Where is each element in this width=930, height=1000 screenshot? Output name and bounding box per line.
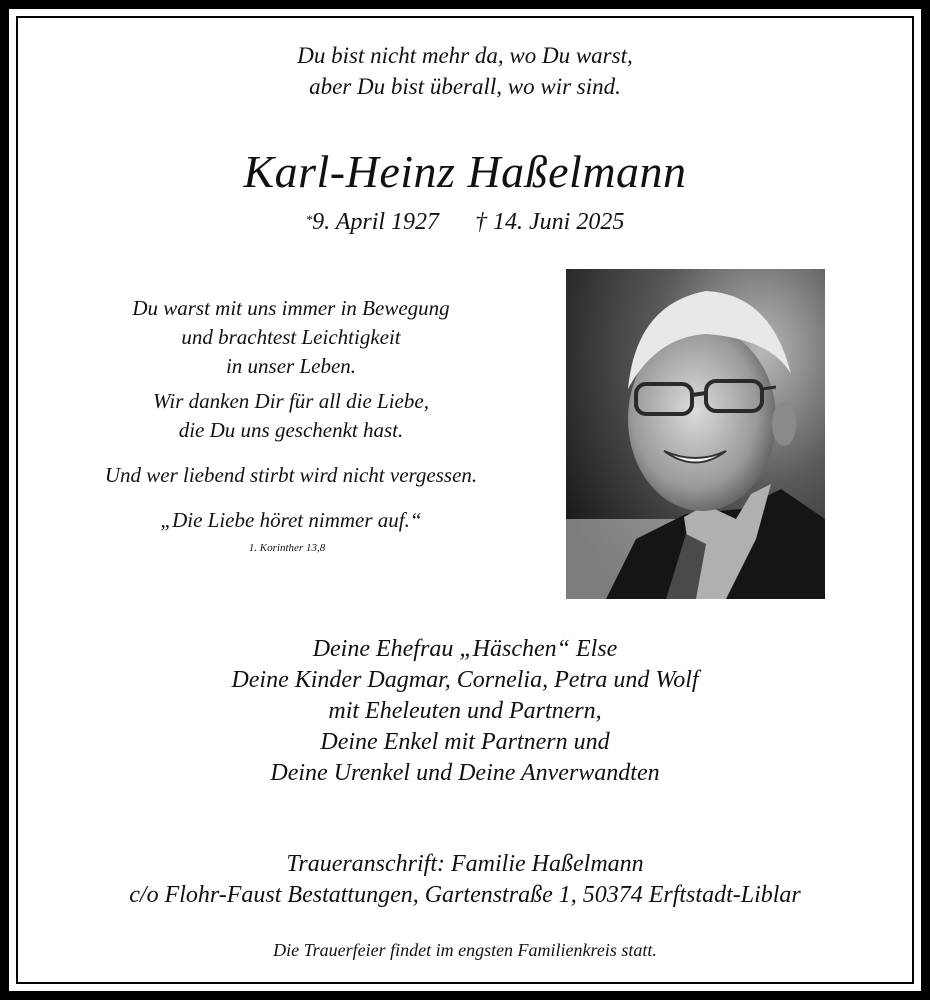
funeral-note: Die Trauerfeier findet im engsten Familienkreis statt. — [273, 940, 657, 960]
poem-line: Wir danken Dir für all die Liebe, — [153, 389, 429, 413]
mourner-line: Deine Ehefrau „Häschen“ Else — [312, 636, 618, 662]
mourner-line: Deine Enkel mit Partnern und — [320, 729, 610, 755]
poem-stanza-2 — [56, 387, 526, 445]
deceased-name: Karl-Heinz Haßelmann — [243, 146, 687, 197]
mourners-list — [0, 634, 930, 789]
poem-line: die Du uns geschenkt hast. — [178, 418, 404, 442]
motto — [0, 40, 930, 102]
motto-line-2: aber Du bist überall, wo wir sind. — [309, 74, 621, 99]
address-line-1: Traueranschrift: Familie Haßelmann — [286, 851, 644, 877]
mourner-line: mit Eheleuten und Partnern, — [328, 698, 602, 724]
poem-line: in unser Leben. — [225, 354, 357, 378]
address-line-2: c/o Flohr-Faust Bestattungen, Gartenstraße 1, 50374 Erftstadt-Liblar — [129, 882, 801, 908]
mourner-line: Deine Kinder Dagmar, Cornelia, Petra und Wolf — [231, 667, 699, 693]
poem-stanza-3: Und wer liebend stirbt wird nicht vergessen. — [104, 463, 478, 487]
poem-stanza-1 — [56, 294, 526, 381]
poem-quote: „Die Liebe höret nimmer auf.“ — [160, 508, 422, 532]
poem-line: und brachtest Leichtigkeit — [181, 325, 401, 349]
quote-source-text: 1. Korinther 13,8 — [248, 542, 326, 554]
life-dates — [0, 206, 930, 238]
birth-mark: * — [305, 212, 313, 227]
death-date: † 14. Juni 2025 — [475, 209, 625, 235]
mourning-address — [0, 849, 930, 911]
portrait-photo — [566, 269, 825, 599]
poem-quote-source — [56, 541, 526, 555]
birth-date: 9. April 1927 — [312, 209, 440, 235]
motto-line-1: Du bist nicht mehr da, wo Du warst, — [297, 43, 633, 68]
mourner-line: Deine Urenkel und Deine Anverwandten — [270, 760, 660, 786]
poem-line: Du warst mit uns immer in Bewegung — [132, 296, 450, 320]
